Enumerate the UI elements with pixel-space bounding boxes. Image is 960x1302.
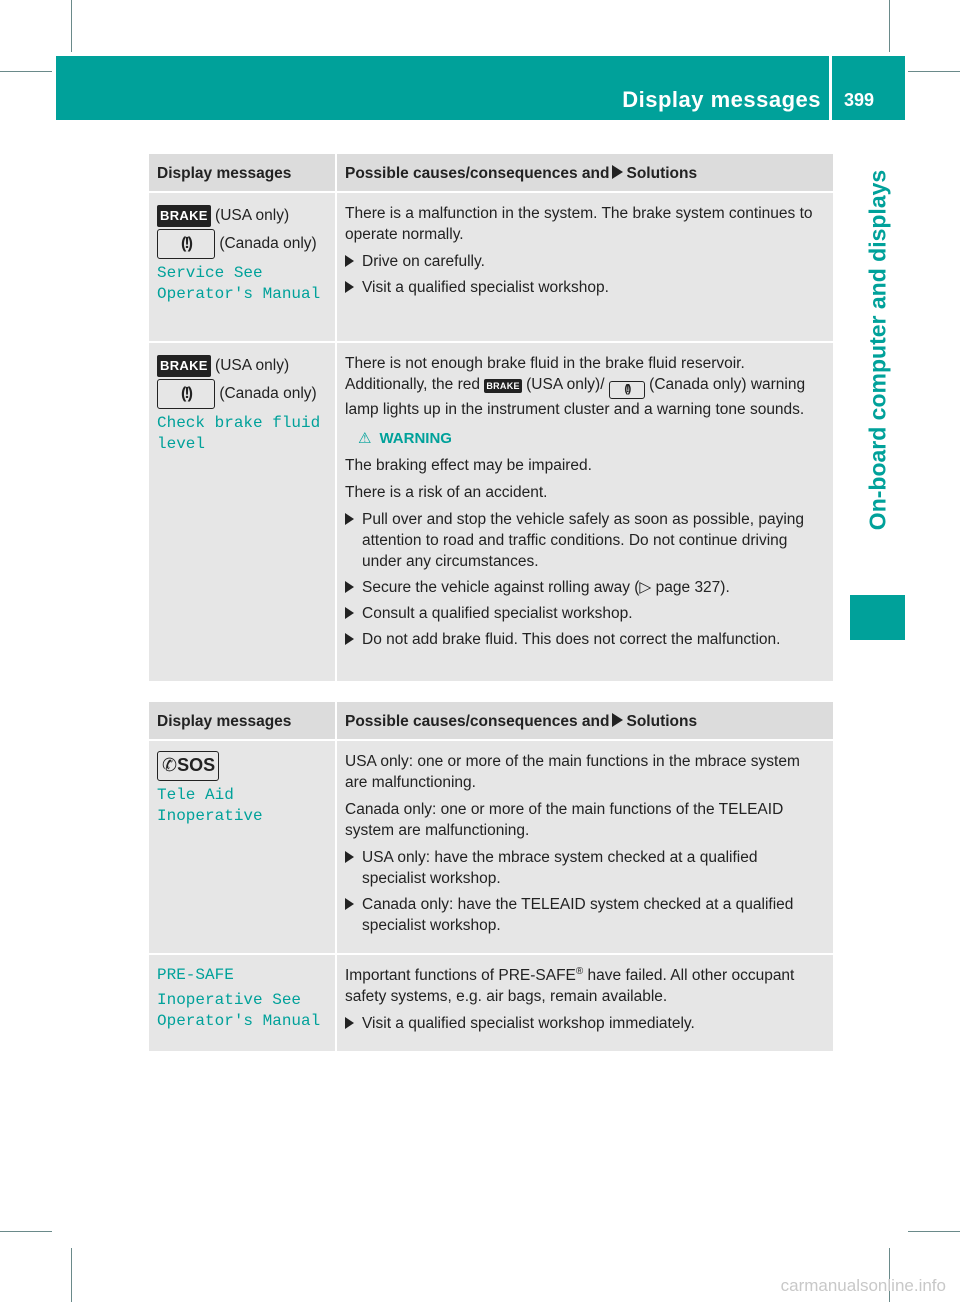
usa-label: (USA only)	[215, 207, 290, 224]
brake-warning-icon: BRAKE	[157, 205, 211, 227]
list-item: Secure the vehicle against rolling away (▷ page 327).	[345, 577, 825, 598]
crop-mark	[71, 0, 72, 52]
brake-warning-lamp-icon: (!)	[157, 229, 215, 259]
description: There is a malfunction in the system. The brake system continues to operate normally.	[345, 205, 813, 243]
step-arrow-icon	[345, 581, 354, 593]
crop-mark	[0, 71, 52, 72]
list-item: Visit a qualified specialist workshop immediately.	[345, 1013, 825, 1034]
step-arrow-icon	[345, 898, 354, 910]
display-message: Tele Aid Inoperative	[157, 786, 263, 825]
solution-cell	[336, 342, 833, 682]
crop-mark	[889, 0, 890, 52]
arrow-right-icon	[612, 165, 623, 179]
table-row	[149, 192, 833, 342]
message-cell	[149, 954, 336, 1052]
header-separator	[829, 56, 832, 120]
canada-label: (Canada only)	[219, 235, 317, 253]
brake-warning-lamp-icon: (!)	[609, 381, 645, 399]
list-item: Consult a qualified specialist workshop.	[345, 603, 825, 624]
crop-mark	[0, 1231, 52, 1232]
column-header-solutions	[336, 154, 833, 192]
column-header-solutions	[336, 702, 833, 740]
table-row	[149, 954, 833, 1052]
description: Canada only: one or more of the main functions of the TELEAID system are malfunctioning.	[345, 801, 784, 839]
description: USA only: one or more of the main functions in the mbrace system are malfunctioning.	[345, 753, 800, 791]
list-item: Pull over and stop the vehicle safely as soon as possible, paying attention to road and traffic conditions. Do not continue driving under any circumstances.	[345, 509, 825, 572]
list-item: USA only: have the mbrace system checked at a qualified specialist workshop.	[345, 847, 825, 889]
page-number: 399	[844, 90, 875, 110]
warning-triangle-icon: ⚠	[358, 430, 372, 447]
sos-phone-icon: ✆SOS	[157, 751, 219, 781]
section-tab-label: On-board computer and displays	[864, 169, 891, 531]
step-arrow-icon	[345, 1017, 354, 1029]
list-item: Do not add brake fluid. This does not correct the malfunction.	[345, 629, 825, 650]
display-messages-table-1	[149, 154, 833, 683]
canada-label: (Canada only)	[219, 385, 317, 403]
column-header-messages: Display messages	[149, 702, 336, 740]
crop-mark	[908, 1231, 960, 1232]
step-arrow-icon	[345, 281, 354, 293]
description: Additionally, the red BRAKE (USA only)/ (!) (Canada only) warning lamp lights up in the instrument cluster and a warning tone sounds.	[345, 376, 806, 418]
header-text: Solutions	[626, 165, 698, 182]
warning-text: The braking effect may be impaired.	[345, 457, 592, 474]
warning-text: There is a risk of an accident.	[345, 484, 548, 501]
brake-warning-icon: BRAKE	[486, 381, 520, 391]
list-item: Drive on carefully.	[345, 251, 825, 272]
arrow-right-icon	[612, 713, 623, 727]
display-message: Check brake fluid level	[157, 414, 321, 453]
watermark: carmanualsonline.info	[780, 1276, 946, 1295]
solution-cell	[336, 740, 833, 954]
message-cell	[149, 342, 336, 682]
message-cell	[149, 192, 336, 342]
table-row	[149, 740, 833, 954]
solution-cell	[336, 192, 833, 342]
step-arrow-icon	[345, 513, 354, 525]
brake-warning-icon: BRAKE	[157, 355, 211, 377]
header-text: Solutions	[626, 713, 698, 730]
table-row	[149, 342, 833, 682]
step-arrow-icon	[345, 633, 354, 645]
warning-heading: ⚠ WARNING	[358, 430, 452, 447]
list-item: Canada only: have the TELEAID system checked at a qualified specialist workshop.	[345, 894, 825, 936]
section-tab-marker	[850, 595, 905, 640]
usa-label: (USA only)	[215, 357, 290, 374]
step-arrow-icon	[345, 851, 354, 863]
display-messages-table-2	[149, 702, 833, 1053]
display-message: Service See Operator's Manual	[157, 264, 321, 303]
header-text: Possible causes/consequences and	[345, 165, 610, 182]
display-message: PRE-SAFE Inoperative See Operator's Manual	[157, 966, 321, 1030]
solution-cell	[336, 954, 833, 1052]
crop-mark	[908, 71, 960, 72]
list-item: Visit a qualified specialist workshop.	[345, 277, 825, 298]
message-cell	[149, 740, 336, 954]
step-arrow-icon	[345, 255, 354, 267]
description: There is not enough brake fluid in the brake fluid reservoir.	[345, 355, 745, 372]
column-header-messages: Display messages	[149, 154, 336, 192]
page-title: Display messages	[622, 87, 821, 112]
brake-warning-lamp-icon: (!)	[157, 379, 215, 409]
header-text: Possible causes/consequences and	[345, 713, 610, 730]
crop-mark	[71, 1248, 72, 1302]
step-arrow-icon	[345, 607, 354, 619]
description: Important functions of PRE-SAFE® have failed. All other occupant safety systems, e.g. air bags, remain available.	[345, 965, 795, 1005]
